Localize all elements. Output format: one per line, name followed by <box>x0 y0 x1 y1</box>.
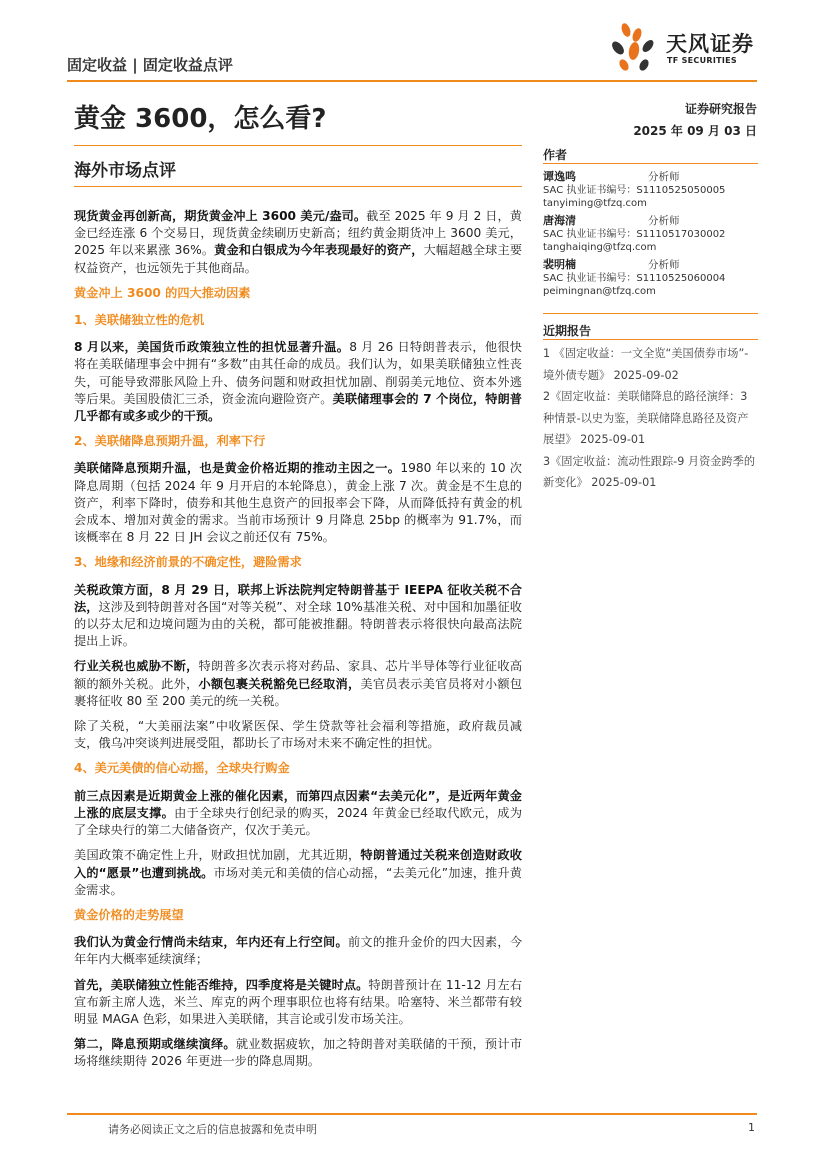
bold-text: 前三点因素是近期黄金上涨的催化因素，而第四点因素“去美元化”，是近两年黄金上涨的底层支撑。 <box>74 788 522 820</box>
recent-report-link[interactable]: 3《固定收益：流动性跟踪-9 月资金跨季的新变化》 2025-09-01 <box>543 454 756 489</box>
paragraph <box>74 208 522 277</box>
author-card <box>543 170 758 210</box>
recent-heading-text: 近期报告 <box>543 324 592 338</box>
subsection-heading: 1、美联储独立性的危机 <box>74 313 205 328</box>
logo-text-en: TF SECURITIES <box>667 56 737 65</box>
subsection-heading: 2、美联储降息预期升温，利率下行 <box>74 434 266 449</box>
bold-text: 美联储降息预期升温，也是黄金价格近期的推动主因之一。 <box>74 461 401 476</box>
text: 由于全球央行创纪录的购买，2024 年黄金已经取代欧元，成为了全球央行的第二大储备资产，仅次于美元。 <box>74 805 523 838</box>
bold-text: 8 月以来，美国货币政策独立性的担忧显著升温。 <box>74 340 350 355</box>
section-heading: 黄金价格的走势展望 <box>74 907 184 922</box>
header-divider <box>67 80 757 82</box>
recent-reports-list <box>543 343 758 494</box>
paragraph <box>74 582 522 651</box>
text: 截至 2025 年 9 月 2 日，黄金已经连涨 6 个交易日，现货黄金续刷历史新高；纽约黄金期货冲上 3600 美元，2025 年以来累涨 36%。 <box>74 209 522 258</box>
text: 除了关税，“大美丽法案”中收紧医保、学生贷款等社会福利等措施，政府裁员减支，俄乌冲突谈判进展受阻，都助长了市场对未来不确定性的担忧。 <box>74 719 522 751</box>
text: 美国政策不确定性上升，财政担忧加剧，尤其近期， <box>74 848 361 863</box>
author-email[interactable]: tanghaiqing@tfzq.com <box>543 242 657 253</box>
report-subtitle: 海外市场点评 <box>74 161 176 181</box>
footer-disclaimer: 请务必阅读正文之后的信息披露和免责申明 <box>108 1123 317 1136</box>
text: 1980 年以来的 10 次降息周期（包括 2024 年 9 月开启的本轮降息），黄金上涨 7 次。黄金是不生息的资产，利率下降时，债券和其他生息资产的回报率会下降，从而降低持有黄金的机会成本、增加对黄金的需求。当前市场预计 9 月降息 25bp 的概率为 91.7%，而该概率在 8 月 22 日 JH 会议之前还仅有 75%。 <box>74 461 522 545</box>
main-content <box>74 208 522 1079</box>
author-role: 分析师 <box>648 259 680 271</box>
subsection-heading: 4、美元美债的信心动摇，全球央行购金 <box>74 761 290 776</box>
paragraph <box>74 977 522 1029</box>
page-number: 1 <box>748 1121 755 1134</box>
text: 大幅超越全球主要权益资产，也远领先于其他商品。 <box>74 243 523 275</box>
text: 就业数据疲软，加之特朗普对美联储的干预，预计市场将继续期待 2026 年更进一步的降息周期。 <box>74 1037 523 1069</box>
recent-top-divider <box>543 313 758 314</box>
subtitle-divider <box>74 186 522 187</box>
title-divider <box>74 145 522 146</box>
author-card <box>543 214 758 254</box>
author-name: 谭逸鸣 <box>543 170 576 183</box>
text: 这涉及到特朗普对各国“对等关税”、对全球 10%基准关税、对中国和加墨征收的以芬太尼和边境问题为由的关税，都可能被推翻。特朗普表示将很快向最高法院提出上诉。 <box>74 599 522 649</box>
report-type: 证券研究报告 <box>684 102 757 116</box>
author-role: 分析师 <box>648 215 680 227</box>
company-logo <box>610 18 760 74</box>
authors-heading <box>543 146 758 163</box>
logo-text-cn: 天风证券 <box>666 32 754 56</box>
bold-text: 美联储理事会的 7 个岗位，特朗普几乎都有或多或少的干预。 <box>74 391 522 424</box>
bold-text: 黄金和白银成为今年表现最好的资产， <box>214 243 424 258</box>
logo-mark-icon <box>610 18 662 74</box>
bold-text: 特朗普通过关税来创造财政收入的“愿景”也遭到挑战。 <box>74 848 522 880</box>
report-category: 固定收益 | 固定收益点评 <box>67 56 233 74</box>
text: 特朗普多次表示将对药品、家具、芯片半导体等行业征收高额的额外关税。此外， <box>74 659 523 691</box>
bold-text: 现货黄金再创新高，期货黄金冲上 3600 美元/盎司。 <box>74 209 367 223</box>
author-email[interactable]: tanyiming@tfzq.com <box>543 198 647 209</box>
section-heading: 黄金冲上 3600 的四大推动因素 <box>74 285 251 300</box>
authors-divider <box>543 163 758 164</box>
author-cert: SAC 执业证书编号：S1110517030002 <box>543 229 726 240</box>
bold-text: 第二，降息预期或继续演绎。 <box>74 1037 236 1052</box>
paragraph <box>74 934 522 968</box>
paragraph <box>74 847 522 899</box>
bold-text: 我们认为黄金行情尚未结束，年内还有上行空间。 <box>74 935 348 950</box>
report-date: 2025 年 09 月 03 日 <box>633 124 757 138</box>
paragraph <box>74 1036 522 1070</box>
bold-text: 关税政策方面，8 月 29 日，联邦上诉法院判定特朗普基于 IEEPA 征收关税不合法， <box>74 582 522 614</box>
paragraph <box>74 658 522 710</box>
paragraph <box>74 460 522 546</box>
author-cert: SAC 执业证书编号：S1110525050005 <box>543 185 726 196</box>
recent-divider <box>543 339 758 340</box>
text: 美官员表示美官员将对小额包裹将征收 80 至 200 美元的统一关税。 <box>74 676 523 708</box>
bold-text: 行业关税也威胁不断， <box>74 659 199 674</box>
text: 8 月 26 日特朗普表示，他很快将在美联储理事会中拥有“多数”由其任命的成员。我们认为，如果美联储独立性丧失，可能导致滞胀风险上升、债务问题和财政担忧加剧、削弱美元地位、资本外逃等后果。美国股债汇三杀，资金流向避险资产。 <box>74 340 522 406</box>
paragraph <box>74 788 522 840</box>
text: 市场对美元和美债的信心动摇，“去美元化”加速，推升黄金需求。 <box>74 865 522 897</box>
paragraph <box>74 718 522 752</box>
recent-report-link[interactable]: 1 《固定收益：一文全览“美国债券市场”-境外债专题》 2025-09-02 <box>543 347 749 382</box>
report-title: 黄金 3600，怎么看? <box>74 104 327 134</box>
footer-divider <box>67 1113 757 1115</box>
author-role: 分析师 <box>648 171 680 183</box>
bold-text: 小额包裹关税豁免已经取消， <box>198 676 361 691</box>
text: 前文的推升金价的四大因素，今年年内大概率延续演绎； <box>74 935 523 967</box>
recent-heading <box>543 322 758 339</box>
author-email[interactable]: peimingnan@tfzq.com <box>543 286 656 297</box>
author-card <box>543 258 758 298</box>
paragraph <box>74 339 522 425</box>
bold-text: 首先，美联储独立性能否维持，四季度将是关键时点。 <box>74 977 369 992</box>
author-name: 裴明楠 <box>543 258 576 271</box>
author-name: 唐海清 <box>543 214 576 227</box>
author-cert: SAC 执业证书编号：S1110525060004 <box>543 273 726 284</box>
text: 特朗普预计在 11-12 月左右宣布新主席人选，米兰、库克的两个理事职位也将有结果。哈塞特、米兰都带有较明显 MAGA 色彩，如果进入美联储，其言论或引发市场关注。 <box>74 977 523 1026</box>
recent-report-link[interactable]: 2《固定收益：美联储降息的路径演绎：3 种情景-以史为鉴，美联储降息路径及资产展望》 2025-09-01 <box>543 390 749 446</box>
authors-heading-text: 作者 <box>543 148 568 162</box>
subsection-heading: 3、地缘和经济前景的不确定性，避险需求 <box>74 555 302 570</box>
